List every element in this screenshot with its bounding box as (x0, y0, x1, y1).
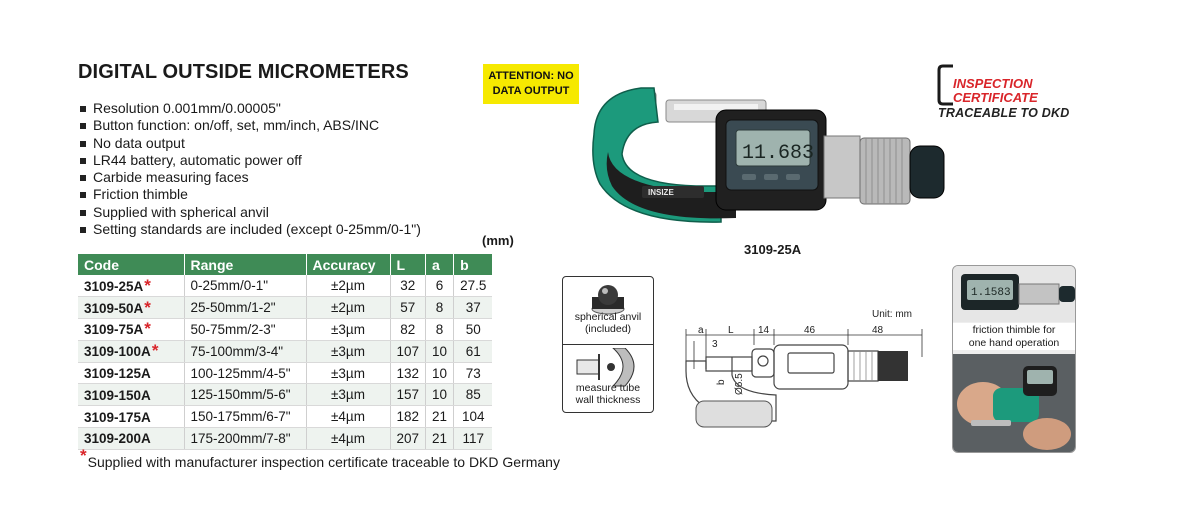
cell-accuracy: ±3µm (306, 384, 390, 406)
micrometer-product-image (586, 74, 956, 234)
table-row (78, 428, 492, 450)
cell-b: 104 (454, 406, 493, 428)
dim-46: 46 (804, 325, 816, 336)
accessory-box (562, 276, 654, 413)
cell-a: 8 (426, 319, 454, 341)
cell-b: 61 (454, 340, 493, 362)
cell-b: 73 (454, 362, 493, 384)
anvil-caption-2: (included) (584, 323, 632, 335)
code-text: 3109-75A (84, 322, 144, 338)
dim-diameter: Ø6.5 (734, 373, 745, 395)
cell-b: 117 (454, 428, 493, 450)
table-row (78, 319, 492, 341)
thimble-lcd-readout: 1.1583 (971, 287, 1011, 299)
table-row (78, 297, 492, 319)
inspection-certificate-logo (937, 64, 1077, 108)
feature-item: No data output (80, 135, 421, 152)
cell-L: 132 (390, 362, 426, 384)
cell-L: 157 (390, 384, 426, 406)
cell-L: 182 (390, 406, 426, 428)
header-a: a (426, 254, 454, 275)
cell-accuracy: ±2µm (306, 275, 390, 297)
cell-L: 107 (390, 340, 426, 362)
feature-item: Setting standards are included (except 0-25mm/0-1") (80, 221, 421, 238)
table-row (78, 406, 492, 428)
cell-accuracy: ±4µm (306, 428, 390, 450)
cell-a: 21 (426, 428, 454, 450)
unit-label: (mm) (482, 233, 514, 248)
cell-b: 37 (454, 297, 493, 319)
header-b: b (454, 254, 493, 275)
tube-thickness-section (563, 344, 653, 411)
footnote (80, 446, 560, 472)
spec-table (78, 254, 492, 450)
cell-L: 32 (390, 275, 426, 297)
cell-code (78, 340, 184, 362)
table-row (78, 340, 492, 362)
page-title: DIGITAL OUTSIDE MICROMETERS (78, 61, 409, 83)
footnote-star: * (80, 446, 87, 465)
dimension-drawing (676, 305, 936, 441)
cell-range: 150-175mm/6-7" (184, 406, 306, 428)
cell-b: 85 (454, 384, 493, 406)
dim-14: 14 (758, 325, 770, 336)
header-range: Range (184, 254, 306, 275)
cell-a: 10 (426, 384, 454, 406)
thimble-caption-2: one hand operation (968, 336, 1060, 349)
feature-item: Resolution 0.001mm/0.00005" (80, 100, 421, 117)
cell-range: 125-150mm/5-6" (184, 384, 306, 406)
cell-code (78, 319, 184, 341)
cell-code (78, 428, 184, 450)
code-text: 3109-50A (84, 300, 144, 316)
cell-accuracy: ±3µm (306, 362, 390, 384)
model-caption: 3109-25A (744, 242, 802, 257)
star-mark: * (144, 319, 151, 339)
certificate-traceable: TRACEABLE TO DKD (938, 106, 1070, 120)
cell-range: 50-75mm/2-3" (184, 319, 306, 341)
thimble-closeup-image (953, 266, 1076, 322)
cell-accuracy: ±2µm (306, 297, 390, 319)
attention-badge (483, 64, 579, 104)
thimble-caption-1: friction thimble for (972, 324, 1056, 336)
cell-a: 21 (426, 406, 454, 428)
hand-operation-image (953, 354, 1076, 453)
dim-3: 3 (712, 339, 718, 350)
cell-code (78, 362, 184, 384)
cell-b: 27.5 (454, 275, 493, 297)
dim-b: b (716, 379, 727, 385)
code-text: 3109-200A (84, 431, 151, 447)
anvil-caption-1: spherical anvil (574, 311, 642, 323)
dim-48: 48 (872, 325, 884, 336)
cell-code (78, 406, 184, 428)
attention-line-1: ATTENTION: NO (488, 70, 574, 82)
certificate-line-1: INSPECTION (953, 76, 1033, 91)
table-row (78, 362, 492, 384)
star-mark: * (144, 297, 151, 317)
cell-accuracy: ±3µm (306, 319, 390, 341)
header-accuracy: Accuracy (306, 254, 390, 275)
spherical-anvil-section (563, 277, 653, 344)
feature-item: Friction thimble (80, 186, 421, 203)
table-header-row (78, 254, 492, 275)
tube-caption-2: wall thickness (575, 394, 641, 406)
feature-item: Supplied with spherical anvil (80, 204, 421, 221)
cell-a: 8 (426, 297, 454, 319)
footnote-text: Supplied with manufacturer inspection certificate traceable to DKD Germany (87, 454, 560, 470)
cell-code (78, 384, 184, 406)
code-text: 3109-175A (84, 409, 151, 425)
cell-b: 50 (454, 319, 493, 341)
header-code: Code (78, 254, 184, 275)
friction-thimble-photo (952, 265, 1076, 453)
cell-code (78, 275, 184, 297)
table-row (78, 384, 492, 406)
cell-L: 82 (390, 319, 426, 341)
feature-list (80, 100, 421, 238)
cell-range: 0-25mm/0-1" (184, 275, 306, 297)
code-text: 3109-100A (84, 344, 151, 360)
lcd-readout: 11.683 (742, 142, 815, 165)
cell-code (78, 297, 184, 319)
code-text: 3109-150A (84, 387, 151, 403)
feature-item: LR44 battery, automatic power off (80, 152, 421, 169)
header-L: L (390, 254, 426, 275)
cell-range: 100-125mm/4-5" (184, 362, 306, 384)
cell-a: 6 (426, 275, 454, 297)
star-mark: * (144, 275, 151, 295)
cell-range: 25-50mm/1-2" (184, 297, 306, 319)
dim-a: a (698, 325, 704, 336)
feature-item: Button function: on/off, set, mm/inch, ABS/INC (80, 117, 421, 134)
cell-L: 57 (390, 297, 426, 319)
tube-caption-1: measure tube (575, 382, 641, 394)
code-text: 3109-25A (84, 278, 144, 294)
star-mark: * (151, 341, 159, 361)
dim-L: L (728, 325, 734, 336)
drawing-unit: Unit: mm (872, 309, 912, 320)
cell-accuracy: ±4µm (306, 406, 390, 428)
cell-a: 10 (426, 340, 454, 362)
feature-item: Carbide measuring faces (80, 169, 421, 186)
cell-L: 207 (390, 428, 426, 450)
cell-range: 75-100mm/3-4" (184, 340, 306, 362)
attention-line-2: DATA OUTPUT (492, 85, 570, 97)
thimble-caption (953, 323, 1075, 350)
brand-logo: INSIZE (648, 188, 674, 197)
code-text: 3109-125A (84, 366, 151, 382)
cell-a: 10 (426, 362, 454, 384)
cell-accuracy: ±3µm (306, 340, 390, 362)
table-row (78, 275, 492, 297)
cell-range: 175-200mm/7-8" (184, 428, 306, 450)
certificate-line-2: CERTIFICATE (953, 90, 1038, 105)
